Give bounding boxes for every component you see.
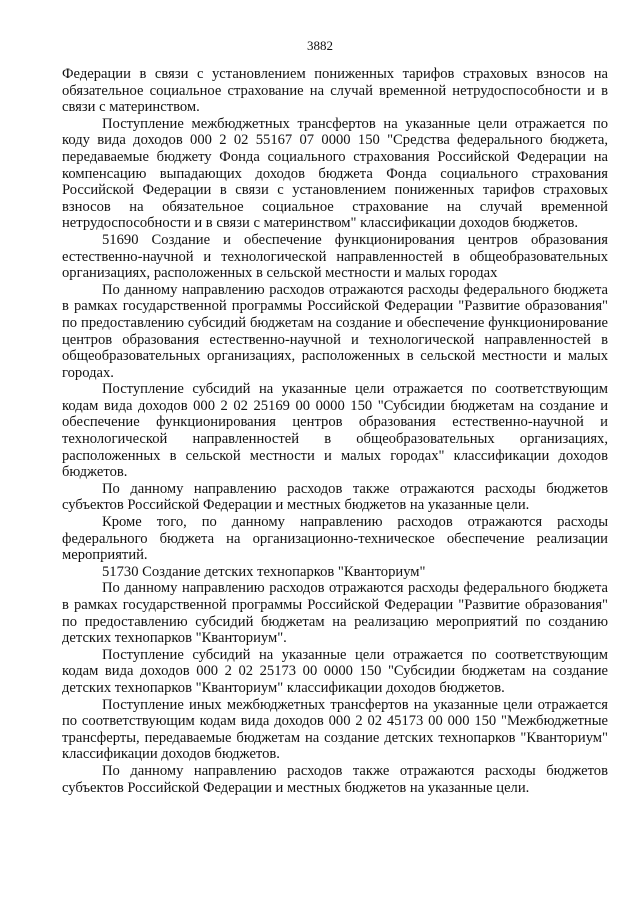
section-heading-51690: 51690 Создание и обеспечение функционирования центров образования естественно-научной и технологической направленностей в общеобразовательных организациях, расположенных в сельской местности и малых городах — [62, 231, 608, 282]
paragraph-continuation: Федерации в связи с установлением пониженных тарифов страховых взносов на обязательное социальное страхование на случай временной нетрудоспособности и в связи с материнством. — [62, 66, 608, 116]
document-body — [62, 66, 608, 796]
paragraph: Поступление субсидий на указанные цели отражается по соответствующим кодам вида доходов 000 2 02 25169 00 0000 150 "Субсидии бюджетам на создание и обеспечение функционирования центров образования естественно-научной и технологической направленностей в общеобразовательных организациях, расположенных в сельской местности и малых городах" классификации доходов бюджетов. — [62, 381, 608, 481]
paragraph: Кроме того, по данному направлению расходов отражаются расходы федерального бюджета на организационно-техническое обеспечение реализации мероприятий. — [62, 514, 608, 564]
paragraph: Поступление субсидий на указанные цели отражается по соответствующим кодам вида доходов 000 2 02 25173 00 0000 150 "Субсидии бюджетам на создание детских технопарков "Кванториум" классификации доходов бюджетов. — [62, 646, 608, 696]
paragraph: По данному направлению расходов отражаются расходы федерального бюджета в рамках государственной программы Российской Федерации "Развитие образования" по предоставлению субсидий бюджетам на создание и обеспечение функционирование центров образования естественно-научной и технологической направленностей в общеобразовательных организациях, расположенных в сельской местности и малых городах. — [62, 281, 608, 381]
paragraph: Поступление иных межбюджетных трансфертов на указанные цели отражается по соответствующим кодам вида доходов 000 2 02 45173 00 000 150 "Межбюджетные трансферты, передаваемые бюджетам на создание детских технопарков "Кванториум" классификации доходов бюджетов. — [62, 696, 608, 763]
section-heading-51730: 51730 Создание детских технопарков "Кванториум" — [102, 563, 426, 580]
paragraph: По данному направлению расходов отражаются расходы федерального бюджета в рамках государственной программы Российской Федерации "Развитие образования" по предоставлению субсидий бюджетам на реализацию мероприятий по созданию детских технопарков "Кванториум". — [62, 580, 608, 647]
paragraph: Поступление межбюджетных трансфертов на указанные цели отражается по коду вида доходов 000 2 02 55167 07 0000 150 "Средства федерального бюджета, передаваемые бюджету Фонда социального страхования Российской Федерации на компенсацию выпадающих доходов бюджета Фонда социального страхования Российской Федерации в связи с установлением пониженных тарифов страховых взносов на обязательное социальное страхование на случай временной нетрудоспособности и в связи с материнством" классификации доходов бюджетов. — [62, 115, 608, 232]
paragraph: По данному направлению расходов также отражаются расходы бюджетов субъектов Российской Федерации и местных бюджетов на указанные цели. — [62, 480, 608, 514]
paragraph: По данному направлению расходов также отражаются расходы бюджетов субъектов Российской Федерации и местных бюджетов на указанные цели. — [62, 762, 608, 796]
page-number: 3882 — [307, 38, 333, 53]
